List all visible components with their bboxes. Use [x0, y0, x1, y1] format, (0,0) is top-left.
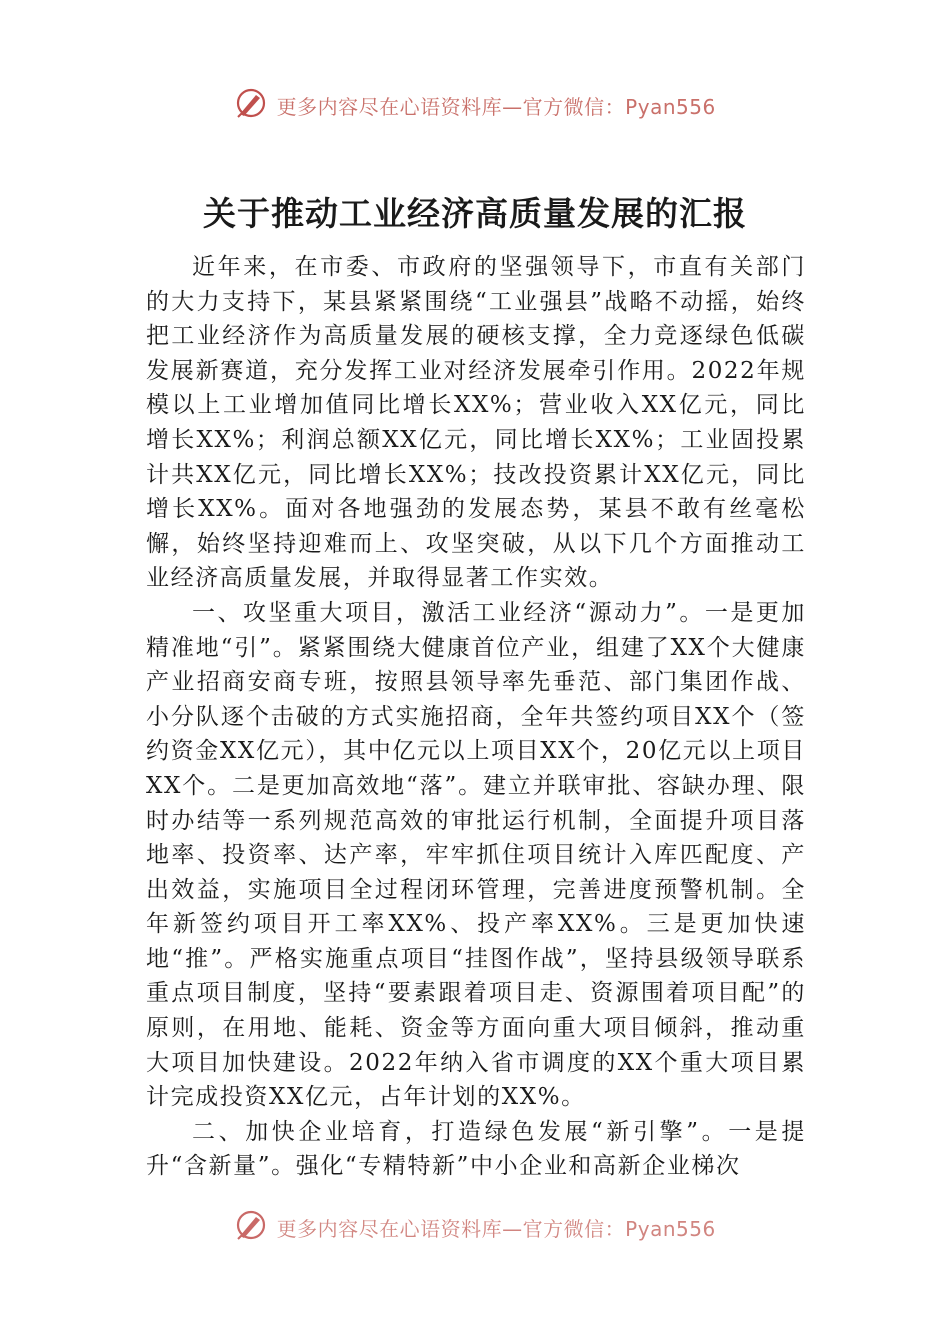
- document-body: [146, 250, 806, 1184]
- pen-logo-icon: [234, 1208, 268, 1247]
- document-title: 关于推动工业经济高质量发展的汇报: [203, 194, 747, 233]
- paragraph-section-2: 二、加快企业培育，打造绿色发展“新引擎”。一是提升“含新量”。强化“专精特新”中小企业和高新企业梯次: [146, 1118, 806, 1180]
- paragraph-section-1: 一、攻坚重大项目，激活工业经济“源动力”。一是更加精准地“引”。紧紧围绕大健康首位产业，组建了XX个大健康产业招商安商专班，按照县领导率先垂范、部门集团作战、小分队逐个击破的方式实施招商，全年共签约项目XX个（签约资金XX亿元），其中亿元以上项目XX个，20亿元以上项目XX个。二是更加高效地“落”。建立并联审批、容缺办理、限时办结等一系列规范高效的审批运行机制，全面提升项目落地率、投资率、达产率，牢牢抓住项目统计入库匹配度、产出效益，实施项目全过程闭环管理，完善进度预警机制。全年新签约项目开工率XX%、投产率XX%。三是更加快速地“推”。严格实施重点项目“挂图作战”，坚持县级领导联系重点项目制度，坚持“要素跟着项目走、资源围着项目配”的原则，在用地、能耗、资金等方面向重大项目倾斜，推动重大项目加快建设。2022年纳入省市调度的XX个重大项目累计完成投资XX亿元，占年计划的XX%。: [146, 599, 806, 1111]
- paragraph-intro: 近年来，在市委、市政府的坚强领导下，市直有关部门的大力支持下，某县紧紧围绕“工业强县”战略不动摇，始终把工业经济作为高质量发展的硬核支撑，全力竞逐绿色低碳发展新赛道，充分发挥工业对经济发展牵引作用。2022年规模以上工业增加值同比增长XX%；营业收入XX亿元，同比增长XX%；利润总额XX亿元，同比增长XX%；工业固投累计共XX亿元，同比增长XX%；技改投资累计XX亿元，同比增长XX%。面对各地强劲的发展态势，某县不敢有丝毫松懈，始终坚持迎难而上、攻坚突破，从以下几个方面推动工业经济高质量发展，并取得显著工作实效。: [146, 254, 806, 592]
- watermark-header: [0, 86, 950, 125]
- pen-logo-icon: [234, 86, 268, 125]
- watermark-footer: [0, 1208, 950, 1247]
- watermark-text: 更多内容尽在心语资料库—官方微信：Pyan556: [276, 95, 716, 119]
- watermark-text: 更多内容尽在心语资料库—官方微信：Pyan556: [276, 1217, 716, 1241]
